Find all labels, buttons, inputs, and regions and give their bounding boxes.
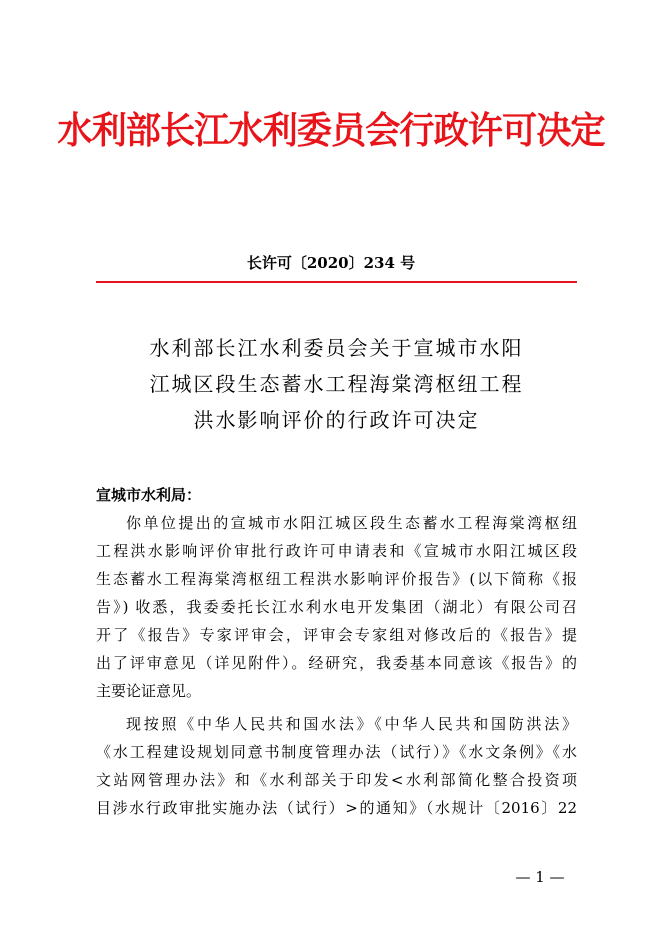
paragraph2-line: 目涉水行政审批实施办法（试行）>的通知》（水规计〔2016〕22 <box>96 799 577 817</box>
paragraph2-line: 《水工程建设规划同意书制度管理办法（试行）》《水文条例》《水 <box>96 743 577 761</box>
paragraph1-line: 主要论证意见。 <box>96 682 202 700</box>
paragraph1-line: 出了评审意见（详见附件）。经研究，我委基本同意该《报告》的 <box>96 654 577 672</box>
document-title-line-2: 江城区段生态蓄水工程海棠湾枢纽工程 <box>149 372 524 396</box>
paragraph2-line: 现按照《中华人民共和国水法》《中华人民共和国防洪法》 <box>126 715 577 733</box>
paragraph1-line: 开了《报告》专家评审会，评审会专家组对修改后的《报告》提 <box>96 626 577 644</box>
paragraph1-line: 生态蓄水工程海棠湾枢纽工程洪水影响评价报告》(以下简称《报 <box>96 570 577 588</box>
recipient: 宣城市水利局： <box>96 486 202 504</box>
paragraph1-line: 告》) 收悉，我委委托长江水利水电开发集团（湖北）有限公司召 <box>96 598 577 616</box>
header-title: 水利部长江水利委员会行政许可决定 <box>57 109 605 152</box>
document-title-line-1: 水利部长江水利委员会关于宣城市水阳 <box>149 336 524 360</box>
red-divider-rule <box>96 281 577 283</box>
page-number: — 1 — <box>515 868 565 886</box>
paragraph2-line: 文站网管理办法》和《水利部关于印发<水利部简化整合投资项 <box>96 771 577 789</box>
paragraph1-line: 你单位提出的宣城市水阳江城区段生态蓄水工程海棠湾枢纽 <box>126 514 577 532</box>
document-number: 长许可〔2020〕234 号 <box>246 254 416 272</box>
document-title-line-3: 洪水影响评价的行政许可决定 <box>193 408 480 432</box>
paragraph1-line: 工程洪水影响评价审批行政许可申请表和《宣城市水阳江城区段 <box>96 542 577 560</box>
